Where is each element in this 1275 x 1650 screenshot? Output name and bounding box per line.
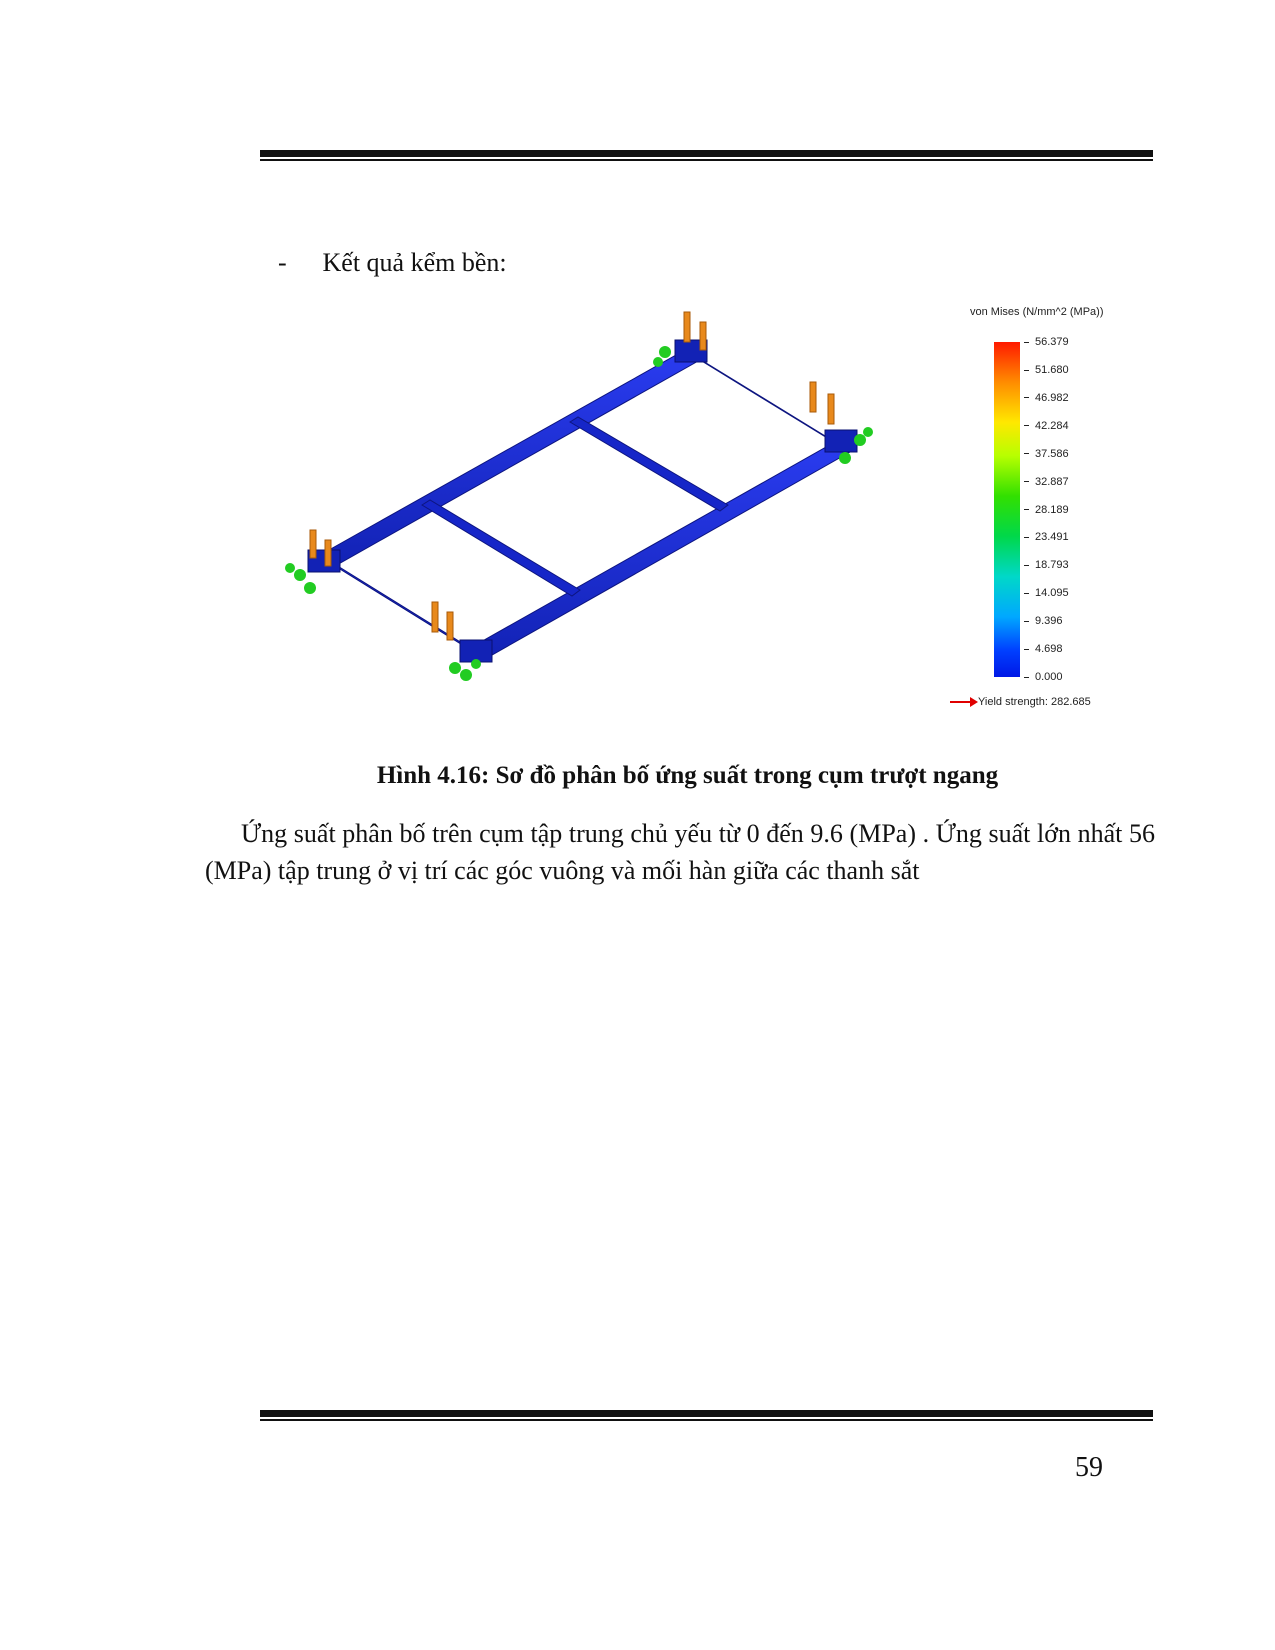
legend-tick: 0.000 xyxy=(1024,671,1063,683)
legend-tick: 51.680 xyxy=(1024,364,1069,376)
yield-strength xyxy=(950,696,1091,708)
legend-tick: 14.095 xyxy=(1024,587,1069,599)
legend-ticks xyxy=(1024,336,1104,683)
legend-tick: 4.698 xyxy=(1024,643,1063,655)
header-rule xyxy=(260,150,1153,161)
corner-block-bottom xyxy=(460,640,492,662)
legend-tick: 23.491 xyxy=(1024,531,1069,543)
bullet-item xyxy=(278,248,507,278)
bullet-text: Kết quả kểm bền: xyxy=(322,248,507,277)
page-number: 59 xyxy=(1075,1452,1103,1483)
figure-caption xyxy=(0,762,1275,790)
cross-member-1 xyxy=(422,500,580,596)
legend-colorbar xyxy=(994,342,1020,677)
legend-tick: 32.887 xyxy=(1024,476,1069,488)
footer-rule xyxy=(260,1410,1153,1421)
bullet-marker: - xyxy=(278,248,287,277)
body-paragraph xyxy=(205,815,1155,889)
frame-stress-render xyxy=(280,300,960,720)
stress-figure xyxy=(280,300,1140,720)
legend-tick: 42.284 xyxy=(1024,420,1069,432)
paragraph-text: Ứng suất phân bố trên cụm tập trung chủ yếu từ 0 đến 9.6 (MPa) . Ứng suất lớn nhất 56 (MPa) tập trung ở vị trí các góc vuông và mối hàn giữa các thanh sắt xyxy=(205,819,1155,885)
legend-tick: 9.396 xyxy=(1024,615,1063,627)
legend-tick: 28.189 xyxy=(1024,504,1069,516)
legend-tick: 37.586 xyxy=(1024,448,1069,460)
legend-tick: 56.379 xyxy=(1024,336,1069,348)
yield-strength-label: Yield strength: 282.685 xyxy=(978,696,1091,708)
fixture-markers xyxy=(285,346,873,681)
cross-member-2 xyxy=(570,417,728,511)
legend-tick: 46.982 xyxy=(1024,392,1069,404)
legend-title: von Mises (N/mm^2 (MPa)) xyxy=(970,306,1104,318)
corner-block-right xyxy=(825,430,857,452)
legend-tick: 18.793 xyxy=(1024,559,1069,571)
figure-caption-text: Hình 4.16: Sơ đồ phân bố ứng suất trong cụm trượt ngang xyxy=(376,762,999,789)
stress-legend xyxy=(970,300,1150,710)
yield-arrow-icon xyxy=(950,701,974,703)
